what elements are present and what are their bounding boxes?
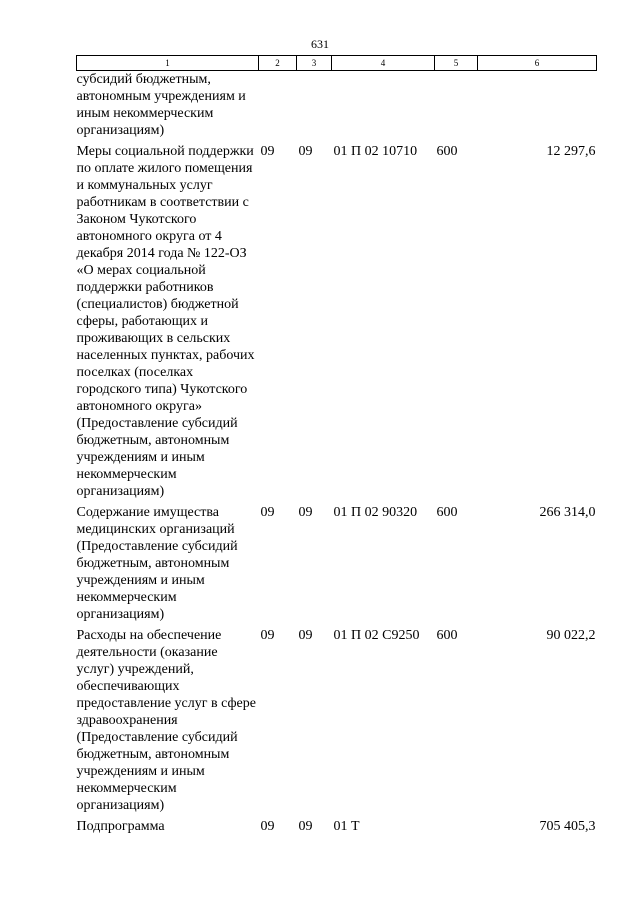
- row-section: 09: [260, 819, 275, 834]
- table-row: [77, 500, 597, 623]
- row-target: [332, 71, 435, 140]
- row-subsection: 09: [298, 819, 313, 834]
- header-col-2: 2: [259, 56, 297, 71]
- row-expense-type: [435, 71, 478, 140]
- row-subsection: 09: [298, 628, 313, 643]
- row-target: 01 П 02 С9250: [333, 628, 420, 643]
- row-amount: 12 297,6: [546, 144, 596, 159]
- row-name: субсидий бюджетным, автономным учреждениям и иным некоммерческим организациям): [76, 72, 246, 138]
- table-row: [77, 814, 597, 835]
- row-target: 01 П 02 90320: [333, 505, 418, 520]
- table-header: [77, 56, 597, 71]
- row-section: 09: [260, 144, 275, 159]
- row-section: 09: [260, 505, 275, 520]
- table-row: [77, 139, 597, 500]
- row-name: Расходы на обеспечение деятельности (оказание услуг) учреждений, обеспечивающих предоставление услуг в сфере здравоохранения (Предоставление субсидий бюджетным, автономным учреждениям и иным некоммерческим организациям): [76, 628, 256, 813]
- row-amount: 266 314,0: [539, 505, 596, 520]
- header-col-1: 1: [77, 56, 259, 71]
- header-col-5: 5: [435, 56, 478, 71]
- row-subsection: 09: [298, 144, 313, 159]
- row-subsection: [297, 71, 332, 140]
- table-row: [77, 71, 597, 140]
- row-expense-type: 600: [436, 144, 458, 159]
- row-amount: 705 405,3: [539, 819, 596, 834]
- row-section: 09: [260, 628, 275, 643]
- row-expense-type: [435, 814, 478, 835]
- row-section: [259, 71, 297, 140]
- table-row: [77, 623, 597, 814]
- table-body: [77, 71, 597, 836]
- row-target: 01 Т: [333, 819, 360, 834]
- row-subsection: 09: [298, 505, 313, 520]
- header-col-4: 4: [332, 56, 435, 71]
- row-target: 01 П 02 10710: [333, 144, 418, 159]
- header-row: [77, 56, 597, 71]
- row-amount: [478, 71, 597, 140]
- row-name: Содержание имущества медицинских организаций (Предоставление субсидий бюджетным, автономным учреждениям и иным некоммерческим организациям): [76, 505, 238, 622]
- row-expense-type: 600: [436, 628, 458, 643]
- row-name: Подпрограмма: [76, 819, 165, 834]
- header-col-3: 3: [297, 56, 332, 71]
- page-number: 631: [311, 37, 329, 51]
- row-name: Меры социальной поддержки по оплате жилого помещения и коммунальных услуг работникам в соответствии с Законом Чукотского автономного округа от 4 декабря 2014 года № 122-ОЗ «О мерах социальной поддержки работников (специалистов) бюджетной сферы, работающих и проживающих в сельских населенных пунктах, рабочих поселках (поселках городского типа) Чукотского автономного округа» (Предоставление субсидий бюджетным, автономным учреждениям и иным некоммерческим организациям): [76, 144, 255, 499]
- row-expense-type: 600: [436, 505, 458, 520]
- header-col-6: 6: [478, 56, 597, 71]
- budget-table: [76, 55, 597, 835]
- row-amount: 90 022,2: [546, 628, 596, 643]
